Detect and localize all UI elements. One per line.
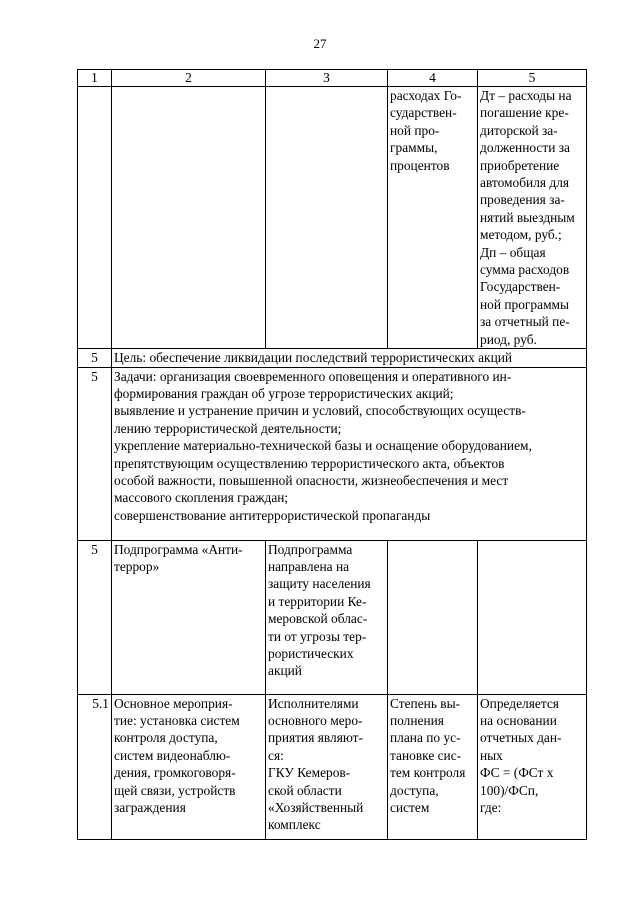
header-cell-4: 4 <box>388 70 478 87</box>
table-row-goal <box>78 349 587 367</box>
table-row-subprogram <box>78 540 587 694</box>
cont-cell-3 <box>266 87 388 349</box>
measure-number: 5.1 <box>78 694 112 839</box>
table-row-measure <box>78 694 587 839</box>
measure-indicator: Степень вы- полнения плана по ус- тановке сис- тем контроля доступа, систем <box>388 694 478 839</box>
goal-text: Цель: обеспечение ликвидации последствий террористических акций <box>112 349 587 367</box>
tasks-number: 5 <box>78 367 112 540</box>
goal-number: 5 <box>78 349 112 367</box>
subprogram-cell-5 <box>478 540 587 694</box>
measure-executors: Исполнителями основного меро- приятия являют- ся: ГКУ Кемеров- ской области «Хозяйственный комплекс <box>266 694 388 839</box>
header-cell-1: 1 <box>78 70 112 87</box>
page-number: 27 <box>313 36 327 51</box>
indicators-table <box>77 69 587 840</box>
cont-cell-4: расходах Го- сударствен- ной про- граммы, процентов <box>388 87 478 349</box>
header-cell-2: 2 <box>112 70 266 87</box>
measure-title: Основное мероприя- тие: установка систем контроля доступа, систем видеонаблю- дения, громкоговоря- щей связи, устройств заграждения <box>112 694 266 839</box>
table-header-row <box>78 70 587 87</box>
cont-cell-5: Дт – расходы на погашение кре- диторской за- долженности за приобретение автомобиля для проведения за- нятий выездным методом, руб.; Дп – общая сумма расходов Государствен- ной программы за отчетный пе- риод, руб. <box>478 87 587 349</box>
subprogram-cell-4 <box>388 540 478 694</box>
subprogram-number: 5 <box>78 540 112 694</box>
cont-cell-2 <box>112 87 266 349</box>
measure-method: Определяется на основании отчетных дан- ных ФС = (ФСт x 100)/ФСп, где: <box>478 694 587 839</box>
subprogram-title: Подпрограмма «Анти- террор» <box>112 540 266 694</box>
subprogram-description: Подпрограмма направлена на защиту населения и территории Ке- меровской облас- ти от угрозы тер- рористических акций <box>266 540 388 694</box>
tasks-text: Задачи: организация своевременного оповещения и оперативного ин- формирования граждан об угрозе террористических акций; выявление и устранение причин и условий, способствующих осуществ- лению террористической деятельности; укрепление материально-технической базы и оснащение оборудованием, препятствующим осуществлению террористического акта, объектов особой важности, повышенной опасности, жизнеобеспечения и мест массового скопления граждан; совершенствование антитеррористической пропаганды <box>112 367 587 540</box>
table-row-continuation <box>78 87 587 349</box>
header-cell-5: 5 <box>478 70 587 87</box>
cont-cell-1 <box>78 87 112 349</box>
header-cell-3: 3 <box>266 70 388 87</box>
table-row-tasks <box>78 367 587 540</box>
